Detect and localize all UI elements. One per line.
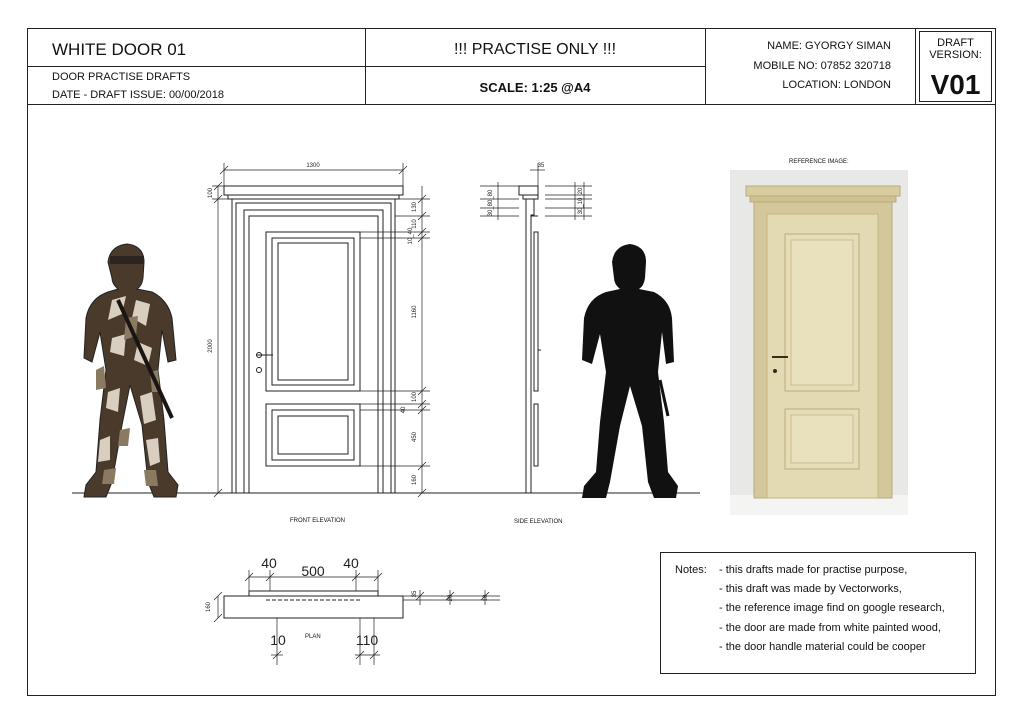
drawing-subtitle: DOOR PRACTISE DRAFTS (52, 71, 191, 83)
dim-plan-35: 35 (412, 590, 418, 598)
note-item: - the door handle material could be cooper (719, 640, 926, 653)
drawing-title: WHITE DOOR 01 (52, 40, 187, 59)
dim-plan-40a: 40 (261, 555, 277, 571)
scale-label: SCALE: 1:25 @A4 (479, 80, 591, 95)
dim-10-40: 10_40 (408, 227, 414, 245)
dim-side-left: 30_80_80 (488, 189, 494, 217)
note-item: - the door are made from white painted wood, (719, 621, 941, 634)
dim-front-height: 2000 (208, 339, 214, 353)
dim-plan-10: 10 (270, 632, 286, 648)
dim-130: 130 (412, 201, 418, 213)
dim-side-20: 20 (578, 187, 584, 195)
soldier-camo-icon (84, 244, 178, 497)
side-elevation (519, 186, 541, 493)
dim-plan-10b: 10 (483, 594, 489, 602)
dim-side-30-10: 30_10 (578, 197, 584, 215)
plan-view (224, 591, 403, 618)
dim-1160: 1160 (412, 305, 418, 319)
front-dim-left (212, 182, 232, 497)
caption-front-elevation: FRONT ELEVATION (290, 518, 346, 524)
note-item: - this drafts made for practise purpose, (719, 564, 908, 576)
soldier-silhouette-icon (582, 244, 678, 498)
dim-plan-20: 20 (448, 594, 454, 602)
side-dims (480, 163, 592, 220)
dim-top-100: 100 (208, 187, 214, 199)
dim-front-width: 1300 (306, 163, 320, 169)
reference-door-photo (730, 170, 908, 515)
dim-450: 450 (412, 431, 418, 443)
draft-version: V01 (930, 69, 981, 100)
dim-110: 110 (412, 219, 418, 229)
notes-label: Notes: (675, 564, 707, 576)
dim-plan-110: 110 (355, 632, 379, 648)
practise-notice: !!! PRACTISE ONLY !!! (453, 41, 617, 58)
caption-reference-image: REFERENCE IMAGE: (789, 159, 849, 165)
author-name: NAME: GYORGY SIMAN (767, 40, 891, 52)
author-location: LOCATION: LONDON (782, 79, 891, 91)
draft-version-label: DRAFT VERSION: (929, 37, 982, 61)
notes-box (660, 552, 976, 674)
dim-plan-40b: 40 (343, 555, 359, 571)
dim-160: 160 (412, 474, 418, 486)
caption-plan: PLAN (305, 634, 321, 640)
dim-plan-160: 160 (206, 601, 212, 613)
author-mobile: MOBILE NO: 07852 320718 (753, 60, 891, 72)
dim-40: 40 (401, 406, 407, 414)
draft-date: DATE - DRAFT ISSUE: 00/00/2018 (52, 89, 224, 101)
caption-side-elevation: SIDE ELEVATION (514, 519, 563, 525)
note-item: - the reference image find on google research, (719, 602, 945, 615)
dim-100: 100 (412, 391, 418, 403)
notes-list (719, 564, 945, 660)
note-item: - this draft was made by Vectorworks, (719, 583, 902, 596)
dim-plan-500: 500 (301, 563, 325, 579)
dim-side-35: 35 (537, 163, 545, 169)
